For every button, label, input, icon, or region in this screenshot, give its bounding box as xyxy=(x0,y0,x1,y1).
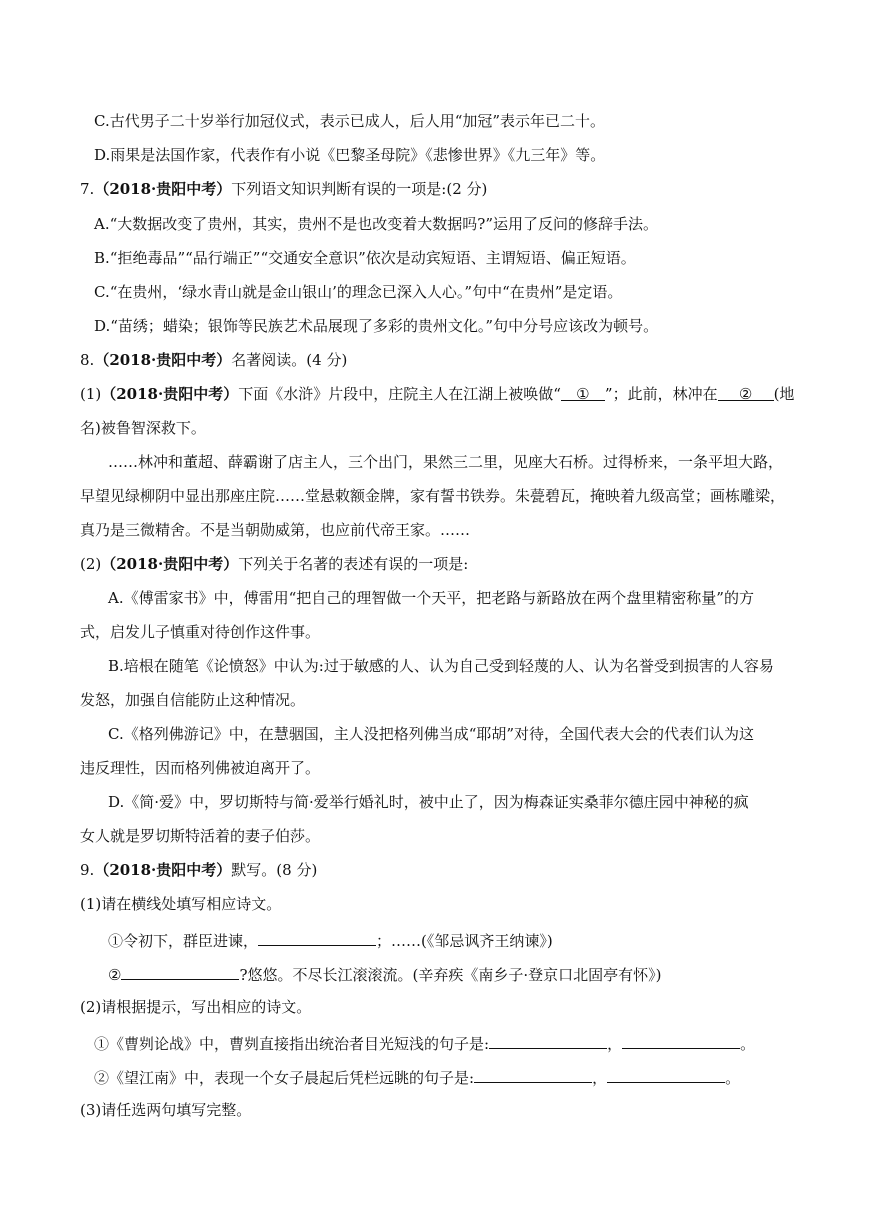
fill-blank[interactable] xyxy=(607,1066,725,1083)
question-8-2-option-c: C.《格列佛游记》中，在慧骃国，主人没把格列佛当成“耶胡”对待，全国代表大会的代表们认为这 xyxy=(108,725,755,743)
question-9-1-stem: (1)请在横线处填写相应诗文。 xyxy=(80,895,282,913)
fill-blank[interactable] xyxy=(258,929,376,946)
question-8-2-option-d: D.《简·爱》中，罗切斯特与简·爱举行婚礼时，被中止了，因为梅森证实桑菲尔德庄园中神秘的疯 xyxy=(108,793,749,811)
question-7-option-c: C.“在贵州，‘绿水青山就是金山银山’的理念已深入人心。”句中“在贵州”是定语。 xyxy=(94,283,623,301)
source-tag: （2018·贵阳中考） xyxy=(94,351,232,369)
question-text: (地 xyxy=(773,385,795,403)
passage-line: ……林冲和董超、薛霸谢了店主人，三个出门，果然三二里，见座大石桥。过得桥来，一条平坦大路， xyxy=(108,453,784,471)
fill-blank[interactable] xyxy=(474,1066,592,1083)
question-9-stem xyxy=(80,860,317,880)
question-text: 名著阅读。(4 分) xyxy=(231,351,348,369)
question-text: 下列语文知识判断有误的一项是:(2 分) xyxy=(231,180,488,198)
question-8-2-stem xyxy=(80,554,468,574)
question-8-2-option-a-cont: 式，启发儿子慎重对待创作这件事。 xyxy=(80,623,321,641)
comma: ， xyxy=(607,1035,623,1053)
fill-blank[interactable] xyxy=(489,1032,607,1049)
source-tag: （2018·贵阳中考） xyxy=(94,861,232,879)
question-text: ②《望江南》中，表现一个女子晨起后凭栏远眺的句子是: xyxy=(94,1069,475,1087)
question-7-stem xyxy=(80,179,487,199)
question-8-2-option-c-cont: 违反理性，因而格列佛被迫离开了。 xyxy=(80,759,321,777)
sub-question-number: (2) xyxy=(80,555,102,573)
question-8-2-option-b-cont: 发怒，加强自信能防止这种情况。 xyxy=(80,691,306,709)
question-8-stem xyxy=(80,350,347,370)
question-number: 9. xyxy=(80,861,95,879)
question-number: 7. xyxy=(80,180,95,198)
passage-line: 早望见绿柳阴中显出那座庄院……堂悬敕额金牌，家有誓书铁券。朱甍碧瓦，掩映着九级高堂；画栋雕梁， xyxy=(80,487,786,505)
question-text: ?悠悠。不尽长江滚滚流。(辛弃疾《南乡子·登京口北固亭有怀》) xyxy=(239,966,662,984)
question-text: 下列关于名著的表述有误的一项是: xyxy=(238,555,469,573)
question-9-2-stem: (2)请根据提示，写出相应的诗文。 xyxy=(80,998,312,1016)
passage-line: 真乃是三微精舍。不是当朝勋威第，也应前代帝王家。…… xyxy=(80,521,471,539)
question-8-1-stem-cont: 名)被鲁智深救下。 xyxy=(80,419,206,437)
question-9-2-item-2 xyxy=(94,1066,740,1088)
question-7-option-a: A.“大数据改变了贵州，其实，贵州不是也改变着大数据吗?”运用了反问的修辞手法。 xyxy=(94,215,658,233)
source-tag: （2018·贵阳中考） xyxy=(101,555,239,573)
question-9-1-item-2 xyxy=(108,963,661,985)
source-tag: （2018·贵阳中考） xyxy=(94,180,232,198)
source-tag: （2018·贵阳中考） xyxy=(101,385,239,403)
question-number: 8. xyxy=(80,351,95,369)
question-text: ①令初下，群臣进谏， xyxy=(108,932,259,950)
period: 。 xyxy=(725,1069,741,1087)
sub-question-number: (1) xyxy=(80,385,102,403)
question-text: ①《曹刿论战》中，曹刿直接指出统治者目光短浅的句子是: xyxy=(94,1035,490,1053)
period: 。 xyxy=(740,1035,756,1053)
fill-blank[interactable]: ① xyxy=(561,384,605,401)
question-9-2-item-1 xyxy=(94,1032,755,1054)
question-text: ② xyxy=(108,966,122,984)
comma: ， xyxy=(592,1069,608,1087)
fill-blank[interactable]: ② xyxy=(718,384,774,401)
question-text: ”；此前，林冲在 xyxy=(604,385,718,403)
question-7-option-d: D.“苗绣；蜡染；银饰等民族艺术品展现了多彩的贵州文化。”句中分号应该改为顿号。 xyxy=(94,317,659,335)
question-8-2-option-d-cont: 女人就是罗切斯特活着的妻子伯莎。 xyxy=(80,827,321,845)
question-8-1-stem xyxy=(80,384,794,404)
question-text: ；……(《邹忌讽齐王纳谏》) xyxy=(376,932,553,950)
option-d-prev: D.雨果是法国作家，代表作有小说《巴黎圣母院》《悲惨世界》《九三年》等。 xyxy=(94,146,606,164)
fill-blank[interactable] xyxy=(121,963,239,980)
question-7-option-b: B.“拒绝毒品”“品行端正”“交通安全意识”依次是动宾短语、主谓短语、偏正短语。 xyxy=(94,249,636,267)
question-text: 默写。(8 分) xyxy=(231,861,318,879)
option-c-prev: C.古代男子二十岁举行加冠仪式，表示已成人，后人用“加冠”表示年已二十。 xyxy=(94,112,606,130)
question-8-2-option-b: B.培根在随笔《论愤怒》中认为:过于敏感的人、认为自己受到轻蔑的人、认为名誉受到损害的人容易 xyxy=(108,657,774,675)
question-text: 下面《水浒》片段中，庄院主人在江湖上被唤做“ xyxy=(238,385,561,403)
question-9-3-stem: (3)请任选两句填写完整。 xyxy=(80,1101,252,1119)
fill-blank[interactable] xyxy=(622,1032,740,1049)
question-9-1-item-1 xyxy=(108,929,553,951)
question-8-2-option-a: A.《傅雷家书》中，傅雷用“把自己的理智做一个天平，把老路与新路放在两个盘里精密称量”的方 xyxy=(108,589,754,607)
